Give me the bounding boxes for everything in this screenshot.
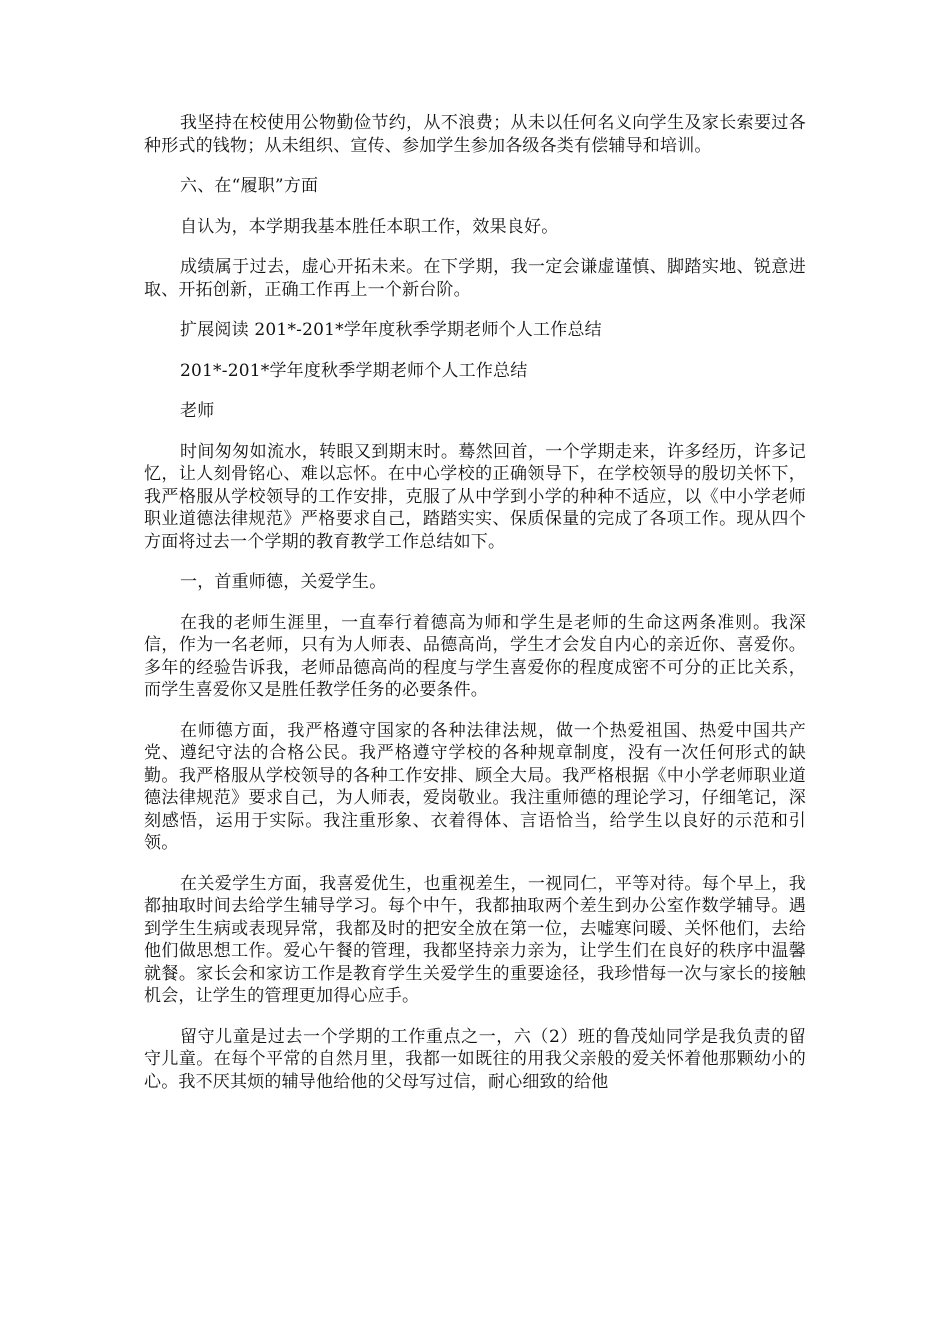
paragraph-caring-students: 在关爱学生方面，我喜爱优生，也重视差生，一视同仁，平等对待。每个早上，我都抽取时间去给学生辅导学习。每个中午，我都抽取两个差生到办公室作数学辅导。遇到学生生病或表现异常，我都及时的把安全放在第一位，去嘘寒问暖、关怀他们，去给他们做思想工作。爱心午餐的管理，我都坚持亲力亲为，让学生们在良好的秩序中温馨就餐。家长会和家访工作是教育学生关爱学生的重要途径，我珍惜每一次与家长的接触机会，让学生的管理更加得心应手。 bbox=[144, 873, 806, 1006]
paragraph-self-evaluation: 自认为，本学期我基本胜任本职工作，效果良好。 bbox=[180, 216, 559, 237]
paragraph-teacher-career: 在我的老师生涯里，一直奉行着德高为师和学生是老师的生命这两条准则。我深信，作为一名老师，只有为人师表、品德高尚，学生才会发自内心的亲近你、喜爱你。多年的经验告诉我，老师品德高尚的程度与学生喜爱你的程度成密不可分的正比关系，而学生喜爱你又是胜任教学任务的必要条件。 bbox=[144, 612, 806, 700]
paragraph-left-behind-children: 留守儿童是过去一个学期的工作重点之一，六（2）班的鲁茂灿同学是我负责的留守儿童。在每个平常的自然月里，我都一如既往的用我父亲般的爱关怀着他那颗幼小的心。我不厌其烦的辅导他给他的父母写过信，耐心细致的给他 bbox=[144, 1026, 806, 1092]
paragraph-intro: 时间匆匆如流水，转眼又到期末时。蓦然回首，一个学期走来，许多经历，许多记忆，让人刻骨铭心、难以忘怀。在中心学校的正确领导下，在学校领导的殷切关怀下，我严格服从学校领导的工作安排，克服了从中学到小学的种种不适应，以《中小学老师职业道德法律规范》严格要求自己，踏踏实实、保质保量的完成了各项工作。现从四个方面将过去一个学期的教育教学工作总结如下。 bbox=[144, 441, 806, 552]
paragraph-future: 成绩属于过去，虚心开拓未来。在下学期，我一定会谦虚谨慎、脚踏实地、锐意进取、开拓创新，正确工作再上一个新台阶。 bbox=[144, 257, 806, 300]
section-heading-ethics: 一，首重师德，关爱学生。 bbox=[180, 572, 387, 592]
document-page bbox=[144, 112, 806, 1111]
article-author: 老师 bbox=[180, 401, 215, 421]
paragraph-ethics: 在师德方面，我严格遵守国家的各种法律法规，做一个热爱祖国、热爱中国共产党、遵纪守法的合格公民。我严格遵守学校的各种规章制度，没有一次任何形式的缺勤。我严格服从学校领导的各种工作安排、顾全大局。我严格根据《中小学老师职业道德法律规范》要求自己，为人师表，爱岗敬业。我注重师德的理论学习，仔细笔记，深刻感悟，运用于实际。我注重形象、衣着得体、言语恰当，给学生以良好的示范和引领。 bbox=[144, 720, 806, 853]
extended-reading-heading: 扩展阅读 201*-201*学年度秋季学期老师个人工作总结 bbox=[180, 320, 602, 340]
paragraph-frugality: 我坚持在校使用公物勤俭节约，从不浪费；从未以任何名义向学生及家长索要过各种形式的钱物；从未组织、宣传、参加学生参加各级各类有偿辅导和培训。 bbox=[144, 113, 806, 156]
article-title: 201*-201*学年度秋季学期老师个人工作总结 bbox=[180, 360, 528, 381]
section-heading-duty: 六、在“履职”方面 bbox=[180, 176, 319, 196]
